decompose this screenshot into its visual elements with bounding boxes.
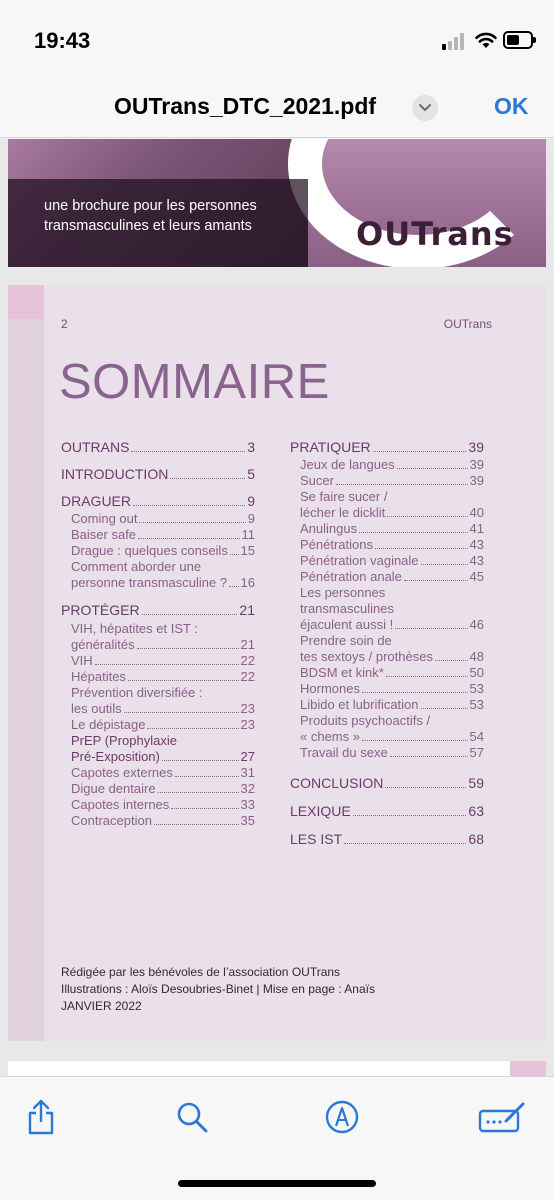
wifi-icon: [474, 30, 498, 50]
toc-entry[interactable]: Hépatites 22: [71, 669, 255, 684]
toc-entry[interactable]: généralités 21: [71, 637, 255, 652]
toc-entry[interactable]: Se faire sucer /: [300, 489, 388, 504]
toc-entry[interactable]: BDSM et kink* 50: [300, 665, 484, 680]
toc-entry[interactable]: « chems » 54: [300, 729, 484, 744]
toc-entry[interactable]: PRATIQUER 39: [290, 439, 484, 455]
toc-entry[interactable]: Pré-Exposition) 27: [71, 749, 255, 764]
outrans-logo: OUTrans: [356, 215, 514, 253]
toc-entry[interactable]: éjaculent aussi ! 46: [300, 617, 484, 632]
toc-entry[interactable]: Libido et lubrification 53: [300, 697, 484, 712]
page-header: OUTrans: [443, 317, 492, 331]
chevron-down-icon[interactable]: [412, 95, 438, 121]
toc-entry[interactable]: LES IST 68: [290, 831, 484, 847]
toc-entry[interactable]: Sucer 39: [300, 473, 484, 488]
toc-entry[interactable]: tes sextoys / prothèses 48: [300, 649, 484, 664]
signature-icon[interactable]: [478, 1101, 526, 1133]
battery-icon: [503, 31, 533, 49]
toc-entry[interactable]: Travail du sexe 57: [300, 745, 484, 760]
markup-icon[interactable]: [325, 1100, 359, 1134]
document-nav-bar: [0, 80, 554, 138]
toc-entry[interactable]: PrEP (Prophylaxie: [71, 733, 177, 748]
toc-entry[interactable]: Anulingus 41: [300, 521, 484, 536]
toc-entry[interactable]: Le dépistage 23: [71, 717, 255, 732]
toc-entry[interactable]: Jeux de langues 39: [300, 457, 484, 472]
toc-entry[interactable]: Pénétration vaginale 43: [300, 553, 484, 568]
toc-entry[interactable]: VIH, hépatites et IST :: [71, 621, 198, 636]
toc-entry[interactable]: Comment aborder une: [71, 559, 202, 574]
status-time: 19:43: [34, 28, 91, 53]
toc-entry[interactable]: PROTÉGER 21: [61, 602, 255, 618]
toc-entry[interactable]: LEXIQUE 63: [290, 803, 484, 819]
toc-entry[interactable]: INTRODUCTION 5: [61, 466, 255, 482]
share-icon[interactable]: [27, 1099, 55, 1135]
toc-entry[interactable]: Coming out 9: [71, 511, 255, 526]
cover-page-fragment: [8, 139, 546, 267]
toc-entry[interactable]: OUTRANS 3: [61, 439, 255, 455]
toc-entry[interactable]: Capotes externes 31: [71, 765, 255, 780]
toc-entry[interactable]: CONCLUSION 59: [290, 775, 484, 791]
credits: Rédigée par les bénévoles de l’association OUTrans Illustrations : Aloïs Desoubries-Binet | Mise en page : Anaïs JANVIER 2022: [61, 965, 375, 1013]
done-button[interactable]: OK: [494, 93, 529, 119]
search-icon[interactable]: [176, 1101, 208, 1133]
cellular-signal-icon: [442, 32, 466, 50]
toc-entry[interactable]: Prendre soin de: [300, 633, 392, 648]
toc-entry[interactable]: Pénétration anale 45: [300, 569, 484, 584]
toc-entry[interactable]: Capotes internes 33: [71, 797, 255, 812]
page-title: SOMMAIRE: [59, 355, 330, 409]
page-number: 2: [61, 317, 68, 331]
home-indicator[interactable]: [178, 1180, 376, 1187]
pdf-viewer[interactable]: [0, 139, 554, 1076]
cover-tagline: une brochure pour les personnes transmasculines et leurs amants: [44, 198, 257, 234]
toc-entry[interactable]: Pénétrations 43: [300, 537, 484, 552]
toc-entry[interactable]: VIH 22: [71, 653, 255, 668]
toc-entry[interactable]: transmasculines: [300, 601, 394, 616]
status-bar: [0, 0, 554, 80]
toc-entry[interactable]: Les personnes: [300, 585, 386, 600]
toc-entry[interactable]: Hormones 53: [300, 681, 484, 696]
toc-entry[interactable]: Produits psychoactifs /: [300, 713, 431, 728]
toc-entry[interactable]: Baiser safe 11: [71, 527, 255, 542]
toc-entry[interactable]: les outils 23: [71, 701, 255, 716]
toc-entry[interactable]: Contraception 35: [71, 813, 255, 828]
toc-entry[interactable]: DRAGUER 9: [61, 493, 255, 509]
toc-entry[interactable]: Drague : quelques conseils 15: [71, 543, 255, 558]
toc-entry[interactable]: Prévention diversifiée :: [71, 685, 203, 700]
toc-entry[interactable]: lécher le dicklit 40: [300, 505, 484, 520]
next-pdf-page: [8, 1061, 546, 1076]
document-title[interactable]: OUTrans_DTC_2021.pdf: [114, 93, 377, 119]
toc-entry[interactable]: personne transmasculine ? 16: [71, 575, 255, 590]
toc-entry[interactable]: Digue dentaire 32: [71, 781, 255, 796]
